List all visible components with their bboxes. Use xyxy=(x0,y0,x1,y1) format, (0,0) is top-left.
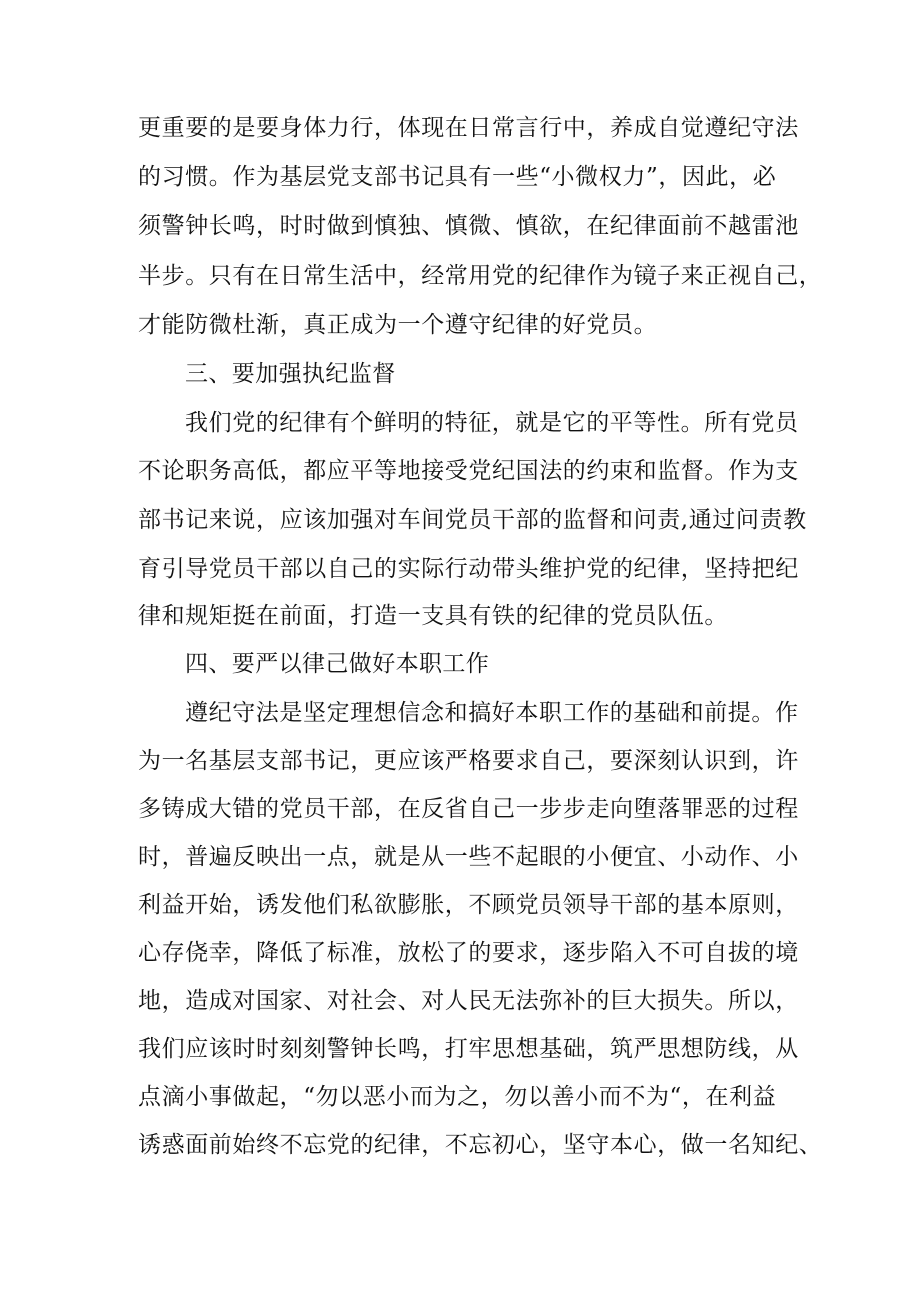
paragraph-line: 心存侥幸，降低了标准，放松了的要求，逐步陷入不可自拔的境 xyxy=(138,940,799,966)
paragraph-line: 遵纪守法是坚定理想信念和搞好本职工作的基础和前提。作 xyxy=(185,700,799,726)
paragraph-line: 点滴小事做起，“勿以恶小而为之，勿以善小而不为“，在利益 xyxy=(138,1084,777,1110)
paragraph-line: 育引导党员干部以自己的实际行动带头维护党的纪律，坚持把纪 xyxy=(138,556,799,582)
paragraph-line: 地，造成对国家、对社会、对人民无法弥补的巨大损失。所以， xyxy=(138,988,799,1014)
paragraph-line: 利益开始，诱发他们私欲膨胀，不顾党员领导干部的基本原则， xyxy=(138,892,799,918)
paragraph-line: 诱惑面前始终不忘党的纪律，不忘初心，坚守本心，做一名知纪、 xyxy=(138,1132,823,1158)
paragraph-line: 不论职务高低，都应平等地接受党纪国法的约束和监督。作为支 xyxy=(138,458,799,484)
paragraph-line: 半步。只有在日常生活中，经常用党的纪律作为镜子来正视自己， xyxy=(138,263,823,289)
paragraph-line: 的习惯。作为基层党支部书记具有一些“小微权力”，因此，必 xyxy=(138,164,777,190)
paragraph-line: 我们党的纪律有个鲜明的特征，就是它的平等性。所有党员 xyxy=(185,410,799,436)
section-heading-3: 三、要加强执纪监督 xyxy=(185,361,396,387)
paragraph-line: 多铸成大错的党员干部，在反省自己一步步走向堕落罪恶的过程 xyxy=(138,796,799,822)
paragraph-line: 时，普遍反映出一点，就是从一些不起眼的小便宜、小动作、小 xyxy=(138,844,799,870)
paragraph-line: 才能防微杜渐，真正成为一个遵守纪律的好党员。 xyxy=(138,312,658,338)
paragraph-line: 更重要的是要身体力行，体现在日常言行中，养成自觉遵纪守法 xyxy=(138,115,799,141)
section-heading-4: 四、要严以律己做好本职工作 xyxy=(185,651,490,677)
paragraph-line: 部书记来说，应该加强对车间党员干部的监督和问责,通过问责教 xyxy=(138,507,807,533)
paragraph-line: 为一名基层支部书记，更应该严格要求自己，要深刻认识到，许 xyxy=(138,748,799,774)
paragraph-line: 我们应该时时刻刻警钟长鸣，打牢思想基础，筑严思想防线，从 xyxy=(138,1036,799,1062)
paragraph-line: 须警钟长鸣，时时做到慎独、慎微、慎欲，在纪律面前不越雷池 xyxy=(138,213,799,239)
paragraph-line: 律和规矩挺在前面，打造一支具有铁的纪律的党员队伍。 xyxy=(138,603,728,629)
